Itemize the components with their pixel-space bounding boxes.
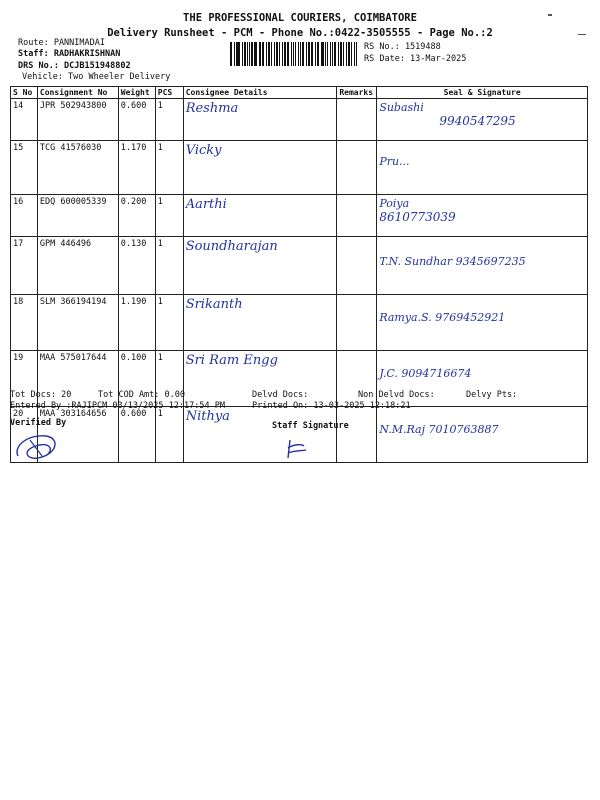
staff-label: Staff: RADHAKRISHNAN	[18, 49, 121, 59]
cell-consignment: TCG 41576030	[37, 141, 118, 195]
cell-pcs: 1	[155, 99, 183, 141]
barcode-bar	[279, 42, 280, 66]
signature-name: N.M.Raj 7010763887	[379, 423, 499, 436]
cell-remarks	[337, 407, 377, 463]
barcode-bar	[346, 42, 347, 66]
barcode-bar	[343, 42, 344, 66]
barcode-bar	[262, 42, 264, 66]
barcode-image	[230, 42, 358, 66]
barcode-bar	[306, 42, 307, 66]
barcode-bar	[325, 42, 326, 66]
printed-on: Printed On: 13-03-2025 12:18:21	[252, 401, 411, 411]
barcode-bar	[271, 42, 272, 66]
signature-name: Poiya	[379, 197, 410, 210]
staff-signature-label: Staff Signature	[272, 421, 349, 431]
runsheet-subtitle: Delivery Runsheet - PCM - Phone No.:0422-3505555 - Page No.:2	[107, 27, 493, 39]
cell-pcs: 1	[155, 407, 183, 463]
barcode-bar	[254, 42, 257, 66]
barcode-bar	[295, 42, 297, 66]
cell-signature	[377, 295, 588, 351]
cell-remarks	[337, 237, 377, 295]
barcode-bar	[237, 42, 240, 66]
verified-by-label: Verified By	[10, 418, 67, 428]
table-row	[11, 295, 588, 351]
cell-consignment: MAA 303164656	[37, 407, 118, 463]
barcode-bar	[317, 42, 318, 66]
cell-sno: 19	[11, 351, 38, 407]
col-pcs: PCS	[155, 87, 183, 99]
cell-sno: 18	[11, 295, 38, 351]
barcode-bar	[318, 42, 319, 66]
col-weight: Weight	[118, 87, 155, 99]
barcode-bar	[284, 42, 287, 66]
barcode-bar	[351, 42, 352, 66]
rs-date-label: RS Date: 13-Mar-2025	[364, 54, 467, 64]
barcode-bar	[251, 42, 253, 66]
barcode-bar	[234, 42, 235, 66]
barcode-bar	[315, 42, 316, 66]
barcode-bar	[230, 42, 232, 66]
barcode-bar	[354, 42, 356, 66]
barcode-bar	[287, 42, 289, 66]
rs-no-label: RS No.: 1519488	[364, 42, 441, 52]
scan-speck-mark	[540, 12, 590, 44]
cell-consignee: Reshma	[183, 99, 337, 141]
col-signature: Seal & Signature	[377, 87, 588, 99]
non-delvd-docs: Non Delvd Docs:	[358, 390, 435, 400]
cell-weight: 0.600	[118, 99, 155, 141]
barcode-bar	[338, 42, 339, 66]
cell-pcs: 1	[155, 195, 183, 237]
cell-sno: 16	[11, 195, 38, 237]
cell-consignee: Srikanth	[183, 295, 337, 351]
barcode-bar	[268, 42, 271, 66]
barcode-bar	[330, 42, 331, 66]
table-row	[11, 141, 588, 195]
barcode-bar	[260, 42, 261, 66]
cell-signature	[377, 237, 588, 295]
cell-consignment: SLM 366194194	[37, 295, 118, 351]
cell-weight: 1.170	[118, 141, 155, 195]
cell-consignee: Vicky	[183, 141, 337, 195]
cell-remarks	[337, 99, 377, 141]
cell-consignee: Aarthi	[183, 195, 337, 237]
barcode-bar	[291, 42, 292, 66]
cell-sno: 15	[11, 141, 38, 195]
barcode-bar	[247, 42, 248, 66]
cell-signature	[377, 407, 588, 463]
barcode-bar	[298, 42, 299, 66]
barcode-bar	[249, 42, 250, 66]
cell-consignment: EDQ 600005339	[37, 195, 118, 237]
cell-consignee: Nithya	[183, 407, 337, 463]
barcode-bar	[300, 42, 301, 66]
delvd-docs: Delvd Docs:	[252, 390, 309, 400]
col-remarks: Remarks	[337, 87, 377, 99]
cell-signature	[377, 99, 588, 141]
barcode-bar	[266, 42, 267, 66]
drs-label: DRS No.: DCJB151948802	[18, 61, 131, 71]
company-title: THE PROFESSIONAL COURIERS, COIMBATORE	[183, 12, 417, 24]
barcode-bar	[274, 42, 275, 66]
cell-consignment: MAA 575017644	[37, 351, 118, 407]
staff-signature-mark	[282, 436, 312, 462]
cell-consignment: GPM 446496	[37, 237, 118, 295]
entered-by: Entered By :RAJIPCM 03/13/2025 12:17:54 PM	[10, 401, 225, 411]
cell-signature	[377, 195, 588, 237]
cell-weight: 0.100	[118, 351, 155, 407]
signature-phone: 8610773039	[379, 210, 456, 224]
cell-remarks	[337, 141, 377, 195]
signature-phone: 9940547295	[439, 114, 516, 128]
route-label: Route: PANNIMADAI	[18, 38, 105, 48]
tot-cod-amt: Tot COD Amt: 0.00	[98, 390, 185, 400]
cell-signature	[377, 141, 588, 195]
barcode-bar	[259, 42, 260, 66]
signature-name: Subashi	[379, 101, 424, 114]
barcode-bar	[282, 42, 283, 66]
barcode-bar	[332, 42, 333, 66]
cell-pcs: 1	[155, 141, 183, 195]
barcode-bar	[321, 42, 324, 66]
barcode-bar	[308, 42, 310, 66]
signature-name: Ramya.S. 9769452921	[379, 311, 506, 324]
col-sno: S No	[11, 87, 38, 99]
barcode-bar	[340, 42, 343, 66]
barcode-bar	[356, 42, 357, 66]
cell-consignment: JPR 502943800	[37, 99, 118, 141]
barcode-bar	[242, 42, 243, 66]
cell-sno: 20	[11, 407, 38, 463]
cell-pcs: 1	[155, 351, 183, 407]
barcode-bar	[293, 42, 294, 66]
barcode-bar	[302, 42, 305, 66]
barcode-bar	[276, 42, 278, 66]
table-row	[11, 237, 588, 295]
barcode-bar	[236, 42, 237, 66]
barcode-bar	[334, 42, 336, 66]
table-row	[11, 195, 588, 237]
table-header-row	[11, 87, 588, 99]
cell-remarks	[337, 295, 377, 351]
barcode-bar	[244, 42, 246, 66]
cell-weight: 0.130	[118, 237, 155, 295]
barcode-bar	[348, 42, 350, 66]
barcode-bar	[327, 42, 329, 66]
cell-pcs: 1	[155, 237, 183, 295]
vehicle-label: Vehicle: Two Wheeler Delivery	[22, 72, 171, 82]
barcode-bar	[311, 42, 313, 66]
cell-consignee: Sri Ram Engg	[183, 351, 337, 407]
cell-weight: 0.200	[118, 195, 155, 237]
cell-pcs: 1	[155, 295, 183, 351]
cell-weight: 0.600	[118, 407, 155, 463]
table-row	[11, 99, 588, 141]
col-consignee: Consignee Details	[183, 87, 337, 99]
cell-weight: 1.190	[118, 295, 155, 351]
signature-name: J.C. 9094716674	[379, 367, 472, 380]
signature-name: Pru...	[379, 155, 410, 168]
verifier-signature-mark	[8, 426, 68, 466]
cell-sno: 14	[11, 99, 38, 141]
cell-remarks	[337, 195, 377, 237]
tot-docs: Tot Docs: 20	[10, 390, 72, 400]
delvy-pts: Delvy Pts:	[466, 390, 518, 400]
col-consignment: Consignment No	[37, 87, 118, 99]
signature-name: T.N. Sundhar 9345697235	[379, 255, 526, 268]
cell-sno: 17	[11, 237, 38, 295]
cell-consignee: Soundharajan	[183, 237, 337, 295]
